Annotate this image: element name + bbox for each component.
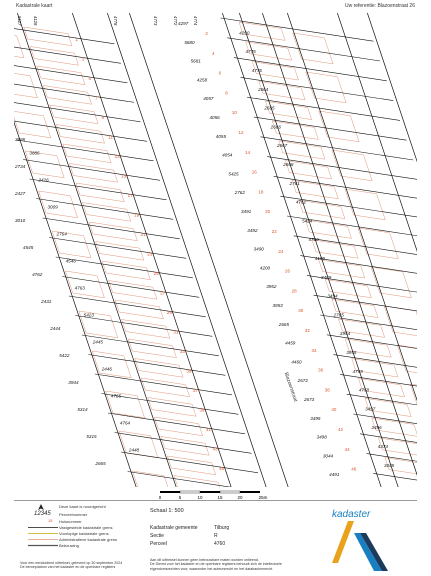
house-number: 31 <box>173 329 179 335</box>
house-number: 7 <box>94 95 98 101</box>
house-number: 25 <box>153 271 159 276</box>
north-arrow-icon <box>34 504 48 510</box>
legend-provisional-label: Voorlopige kadastrale grens <box>59 531 109 536</box>
house-number: 27 <box>160 290 166 296</box>
parcel-value: 4760 <box>214 541 226 547</box>
legend-admin-label: Administratieve kadastrale grens <box>59 537 118 542</box>
parcel-boundary <box>126 13 291 487</box>
parcel-boundary <box>14 62 127 83</box>
building-outline <box>345 189 385 220</box>
parcel-label[interactable]: 4459 <box>285 340 296 346</box>
parcel-boundary <box>14 43 121 64</box>
parcel-label[interactable]: 4761 <box>295 199 307 205</box>
section-value: R <box>214 533 218 539</box>
house-number: 18 <box>258 189 264 195</box>
house-number: 4 <box>212 50 215 56</box>
house-number: 46 <box>351 466 357 472</box>
parcel-label[interactable]: 3955 <box>346 350 357 355</box>
house-number: 29 <box>166 310 172 315</box>
parcel-label[interactable]: 2665 <box>264 105 275 111</box>
parcel-boundary <box>14 101 140 122</box>
kadaster-logo <box>330 503 420 571</box>
building-outline <box>358 228 398 259</box>
parcel-boundaries-layer <box>14 13 417 487</box>
house-number: 26 <box>284 268 290 274</box>
parcel-label[interactable]: 3492 <box>247 227 258 233</box>
parcel-label[interactable]: 3010 <box>15 218 26 223</box>
house-number: 45 <box>219 466 225 471</box>
house-number: 35 <box>186 368 192 374</box>
parcel-label[interactable]: 4760 <box>308 237 319 243</box>
house-number: 11 <box>108 134 113 140</box>
parcel-boundary <box>95 374 232 395</box>
scale-segment <box>160 491 180 493</box>
house-number: 24 <box>278 248 284 254</box>
parcel-boundary <box>30 179 167 200</box>
house-number: 33 <box>179 349 185 354</box>
parcel-label[interactable]: 3044 <box>322 453 334 459</box>
municipality-value: Tilburg <box>214 525 230 531</box>
parcel-label[interactable]: 2431 <box>41 299 52 304</box>
parcel-boundary <box>49 238 186 259</box>
house-number: 2 <box>205 31 208 36</box>
legend-provisional-line-icon <box>28 532 58 535</box>
house-number: 6 <box>218 70 222 76</box>
parcel-boundary <box>14 82 134 103</box>
footer-left <box>20 561 122 570</box>
house-number: 13 <box>114 154 120 159</box>
house-number: 9 <box>101 115 105 120</box>
parcel-label[interactable]: 4290 <box>239 30 250 36</box>
parcel-boundary <box>340 374 417 397</box>
scale-tick: 0 <box>158 495 162 500</box>
parcel-boundary <box>56 257 193 278</box>
footer-disclaimer <box>150 558 282 571</box>
parcel-label[interactable]: 2446 <box>101 366 112 372</box>
scale-segment <box>180 491 200 493</box>
building-outline <box>14 111 51 138</box>
parcel-label[interactable]: 3489 <box>321 274 332 280</box>
parcel-label[interactable]: 4057 <box>203 96 214 102</box>
parcel-label[interactable]: 3944 <box>68 380 79 385</box>
brand-name: kadaster <box>332 509 371 520</box>
house-number: 32 <box>304 328 310 333</box>
parcel-boundary <box>327 335 417 358</box>
house-number: 41 <box>206 427 212 432</box>
parcel-label[interactable]: 5425 <box>228 171 239 177</box>
legend-buildings-label: Bebouwing <box>59 543 79 548</box>
map-header <box>0 0 431 13</box>
parcel-label[interactable]: 4297 <box>178 21 189 26</box>
parcel-boundary <box>14 23 114 44</box>
house-number: 15 <box>121 173 127 179</box>
parcel-label[interactable]: 4772 <box>173 16 178 26</box>
house-number: 28 <box>291 288 297 294</box>
footer-mid-line1: Aan dit uittreksel kunnen geen betrouwbare maten worden ontleend. <box>150 558 259 562</box>
parcel-label[interactable]: 4200 <box>259 265 271 271</box>
scale-segment <box>240 491 260 493</box>
parcel-label[interactable]: 2664 <box>258 86 269 92</box>
scale-title: Schaal 1: 500 <box>150 508 184 514</box>
footer-mid-line2: De Dienst voor het kadaster en de openbare registers behoudt zich de intellectuele <box>150 562 282 567</box>
parcel-label[interactable]: 3954 <box>339 331 351 337</box>
parcel-label[interactable]: 2672 <box>297 378 308 384</box>
parcel-label[interactable]: 4054 <box>222 152 233 158</box>
parcel-label[interactable]: 3494 <box>327 293 338 299</box>
parcel-label[interactable]: 3952 <box>266 284 277 290</box>
house-number: 38 <box>324 387 330 393</box>
parcel-label[interactable]: 4778 <box>113 16 118 26</box>
scale-segment <box>220 491 240 493</box>
building-outline <box>319 111 359 142</box>
house-number: 22 <box>271 229 277 234</box>
parcel-label[interactable]: 5681 <box>190 58 201 64</box>
parcel-boundary <box>14 121 147 142</box>
parcel-boundary <box>88 355 225 376</box>
map-canvas[interactable] <box>14 13 417 487</box>
parcel-label[interactable]: 5314 <box>77 407 88 412</box>
parcel-boundary <box>373 473 417 487</box>
building-outline <box>332 150 372 181</box>
house-number: 12 <box>238 130 244 135</box>
scale-segment <box>200 491 220 493</box>
parcel-label[interactable]: 2448 <box>128 447 140 453</box>
footer-mid-line3: eigendomsrechten voor, waaronder het auteursrecht en het databankenrecht. <box>150 566 274 571</box>
legend-house-number-symbol: 15 <box>48 518 53 523</box>
parcel-label[interactable]: 4764 <box>119 420 131 426</box>
house-number: 30 <box>298 308 304 314</box>
parcel-label[interactable]: 3496 <box>371 425 382 431</box>
house-number: 3 <box>81 56 85 62</box>
parcel-label[interactable]: 2444 <box>50 326 61 331</box>
parcel-label[interactable]: 2762 <box>234 190 245 196</box>
building-outline <box>384 306 417 337</box>
house-number: 43 <box>212 446 218 452</box>
legend-building-line-icon <box>28 544 58 547</box>
parcel-boundary <box>219 13 384 487</box>
legend-parcel-number-label: Perceelnummer <box>59 512 88 517</box>
parcel-boundary <box>128 472 265 488</box>
house-number: 10 <box>231 110 237 116</box>
parcel-label[interactable]: 2427 <box>15 191 26 196</box>
house-number: 39 <box>199 407 205 413</box>
house-number: 36 <box>318 367 324 373</box>
logo-accent-stroke <box>332 521 354 563</box>
parcel-label[interactable]: 2445 <box>92 339 103 345</box>
parcel-boundary <box>314 295 417 318</box>
house-number: 42 <box>338 427 344 432</box>
parcel-label[interactable]: 3498 <box>316 434 327 440</box>
buildings-layer <box>14 22 417 487</box>
house-number: 40 <box>331 407 337 413</box>
parcel-label[interactable]: 3490 <box>253 246 264 252</box>
scale-tick: 25m <box>258 495 268 500</box>
scale-tick: 5 <box>178 495 182 500</box>
parcel-label[interactable]: 5680 <box>184 39 195 45</box>
parcel-label[interactable]: 4199 <box>314 256 325 261</box>
parcel-label[interactable]: 5127 <box>17 16 22 26</box>
parcel-label[interactable]: 4759 <box>352 368 363 374</box>
parcel-label[interactable]: 4056 <box>209 115 220 120</box>
scale-tick: 10 <box>197 495 203 500</box>
parcel-label[interactable]: 2764 <box>56 231 67 237</box>
house-number: 19 <box>134 212 140 218</box>
parcel-label[interactable]: 3885 <box>15 137 26 142</box>
parcel-label[interactable]: 4128 <box>33 16 38 26</box>
cadastral-map[interactable] <box>14 13 417 487</box>
building-outline <box>174 476 222 488</box>
parcel-boundary <box>75 316 212 337</box>
parcel-label[interactable]: 4374 <box>377 444 388 449</box>
parcel-label[interactable]: 3953 <box>272 303 283 308</box>
parcel-label[interactable]: 2668 <box>283 162 294 167</box>
footer-left-line1: Voor een eenduidend uittreksel, geleverd op 30 september 2024 <box>20 561 123 565</box>
parcel-label[interactable]: 5422 <box>59 353 70 358</box>
house-number: 34 <box>311 347 317 353</box>
house-number: 21 <box>140 232 146 237</box>
house-number: 16 <box>251 169 257 175</box>
parcel-label[interactable]: 5315 <box>86 434 97 439</box>
house-number: 14 <box>245 149 251 155</box>
parcel-label[interactable]: 2665 <box>95 461 106 466</box>
parcel-label[interactable]: 2667 <box>276 143 288 149</box>
legend-admin-line-icon <box>28 538 58 541</box>
house-number: 5 <box>88 76 91 81</box>
street-labels-layer <box>283 372 299 403</box>
parcel-label[interactable]: 4763 <box>74 285 85 291</box>
scale-tick: 15 <box>217 495 223 500</box>
parcel-label[interactable]: 5423 <box>83 312 94 318</box>
parcel-label[interactable]: 4491 <box>329 472 340 478</box>
section-label: Sectie <box>150 533 164 539</box>
house-number: 17 <box>127 193 133 198</box>
house-numbers-layer <box>75 31 356 472</box>
parcel-label[interactable]: 3495 <box>310 415 321 421</box>
parcel-label[interactable]: 4773 <box>153 16 158 26</box>
parcel-boundary <box>347 394 417 417</box>
parcel-boundary <box>260 137 413 160</box>
parcel-label[interactable]: 4545 <box>23 245 34 250</box>
house-number: 23 <box>147 251 153 257</box>
parcel-boundary <box>101 394 238 415</box>
parcel-label[interactable]: 3491 <box>241 209 252 214</box>
parcel-label[interactable]: 4546 <box>65 258 76 264</box>
parcel-label[interactable]: 4460 <box>291 359 302 365</box>
parcel-label[interactable]: 3045 <box>384 462 395 468</box>
parcel-boundary <box>14 13 179 487</box>
parcel-label: Perceel <box>150 541 167 547</box>
parcel-boundary <box>353 414 417 437</box>
reference-text: Uw referentie: Blazoenstraat 26 <box>344 3 415 9</box>
parcel-label[interactable]: 4758 <box>358 387 370 393</box>
parcel-label[interactable]: 2426 <box>38 177 49 183</box>
parcel-label[interactable]: 3886 <box>29 150 40 156</box>
parcel-label[interactable]: 3009 <box>47 204 58 210</box>
house-number: 20 <box>265 209 271 215</box>
building-outline <box>14 31 24 58</box>
parcel-label[interactable]: 4774 <box>193 16 198 26</box>
parcel-boundary <box>69 13 234 487</box>
building-outline <box>352 359 398 377</box>
parcel-label[interactable]: 2666 <box>270 124 281 130</box>
house-number: 37 <box>192 388 198 393</box>
legend-parcel-number-symbol: 12345 <box>34 511 51 517</box>
parcel-label[interactable]: 4762 <box>32 272 43 277</box>
parcel-label[interactable]: 3497 <box>365 406 376 412</box>
parcel-label[interactable]: 4258 <box>196 77 208 83</box>
parcel-label[interactable]: 5424 <box>302 218 313 224</box>
parcel-label[interactable]: 2734 <box>15 164 26 169</box>
parcel-label[interactable]: 4765 <box>110 393 122 399</box>
building-outline <box>410 384 417 415</box>
parcel-boundary <box>121 452 258 473</box>
house-number: 44 <box>344 446 350 452</box>
municipality-label: Kadastrale gemeente <box>150 525 198 531</box>
parcel-label[interactable]: 4776 <box>251 68 262 73</box>
house-number: 8 <box>225 90 228 96</box>
building-outline <box>306 72 346 103</box>
parcel-boundary <box>334 13 417 487</box>
footer-left-line2: De beroepdatum van het kadaster en de openbare registers <box>20 565 116 570</box>
map-title: Kadastrale kaart <box>16 3 53 9</box>
legend-fixed-label: Vastgestelde kadastrale grens <box>59 525 113 530</box>
legend-fixed-line-icon <box>28 526 58 529</box>
parcel-label[interactable]: 2761 <box>289 180 300 186</box>
legend-house-number-label: Huisnummer <box>59 519 82 524</box>
parcel-label[interactable]: 2673 <box>303 397 315 402</box>
house-number: 1 <box>75 37 78 42</box>
parcel-label[interactable]: 2665 <box>278 321 290 327</box>
legend-north-label: Deze kaart is noordgericht <box>59 504 106 509</box>
parcel-label[interactable]: 4775 <box>245 49 256 55</box>
parcel-boundary <box>364 13 417 487</box>
scale-tick: 20 <box>237 495 243 500</box>
parcel-label[interactable]: 2765 <box>333 312 344 318</box>
street-name: Blazoenstraat <box>282 371 299 403</box>
parcel-label[interactable]: 4055 <box>215 133 227 139</box>
